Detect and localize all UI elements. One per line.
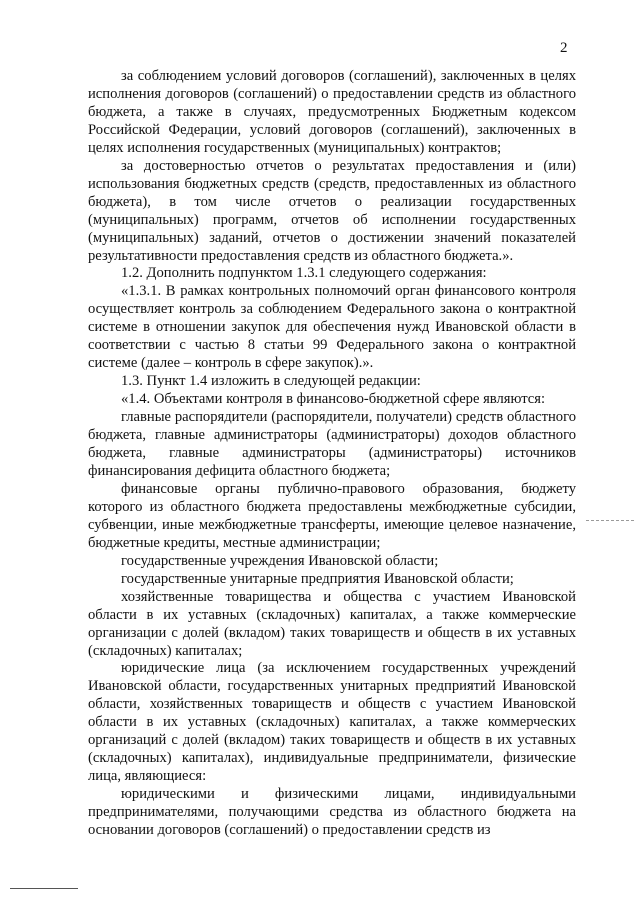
paragraph-contract-conditions: за соблюдением условий договоров (соглашений), заключенных в целях исполнения договоров (соглашений) о предоставлении средств из областного бюджета, а также в случаях, предусмотренных Бюджетным кодексом Российской Федерации, условий договоров (соглашений), заключенных в целях исполнения государственных (муниципальных) контрактов;	[88, 68, 576, 156]
page-number: 2	[560, 40, 568, 56]
paragraph-clause-1-4: «1.4. Объектами контроля в финансово-бюджетной сфере являются:	[121, 391, 546, 408]
paragraph-recipients: юридическими и физическими лицами, индивидуальными предпринимателями, получающими средства из областного бюджета на основании договоров (соглашений) о предоставлении средств из	[88, 786, 576, 839]
paragraph-amendment-1-2: 1.2. Дополнить подпунктом 1.3.1 следующего содержания:	[121, 265, 487, 282]
paragraph-amendment-1-3: 1.3. Пункт 1.4 изложить в следующей редакции:	[121, 373, 421, 390]
paragraph-business-partnerships: хозяйственные товарищества и общества с участием Ивановской области в их уставных (складочных) капиталах, а также коммерческие организации с долей (вкладом) таких товариществ и обществ в их уставных (складочных) капиталах;	[88, 588, 576, 659]
paragraph-subclause-1-3-1: «1.3.1. В рамках контрольных полномочий орган финансового контроля осуществляет контроль за соблюдением Федерального закона о контрактной системе в отношении закупок для обеспечения нужд Ивановской области в соответствии с частью 8 статьи 99 Федерального закона о контрактной системе (далее – контроль в сфере закупок).».	[88, 283, 576, 372]
document-body	[88, 68, 576, 840]
margin-scan-mark	[586, 520, 634, 521]
paragraph-report-reliability: за достоверностью отчетов о результатах предоставления и (или) использования бюджетных средств (средств, предоставленных из областного бюджета), в том числе отчетов о реализации государственных (муниципальных) программ, отчетов об исполнении государственных (муниципальных) заданий, отчетов о достижении значений показателей результативности предоставления средств из областного бюджета.».	[88, 157, 576, 264]
paragraph-state-institutions: государственные учреждения Ивановской области;	[121, 552, 439, 569]
paragraph-legal-entities: юридические лица (за исключением государственных учреждений Ивановской области, государственных унитарных предприятий Ивановской области, хозяйственных товариществ и обществ с участием Ивановской области в их уставных (складочных) капиталах, а также коммерческих организаций с долей (вкладом) таких товариществ и обществ в их уставных (складочных) капиталах), индивидуальные предприниматели, физические лица, являющиеся:	[88, 660, 576, 785]
paragraph-financial-bodies: финансовые органы публично-правового образования, бюджету которого из областного бюджета предоставлены межбюджетные субсидии, субвенции, иные межбюджетные трансферты, имеющие целевое назначение, бюджетные кредиты, местные администрации;	[88, 480, 576, 551]
bottom-scan-mark	[10, 888, 78, 889]
paragraph-unitary-enterprises: государственные унитарные предприятия Ивановской области;	[121, 570, 514, 587]
paragraph-main-managers: главные распорядители (распорядители, получатели) средств областного бюджета, главные администраторы (администраторы) доходов областного бюджета, главные администраторы (администраторы) источников финансирования дефицита областного бюджета;	[88, 409, 576, 479]
